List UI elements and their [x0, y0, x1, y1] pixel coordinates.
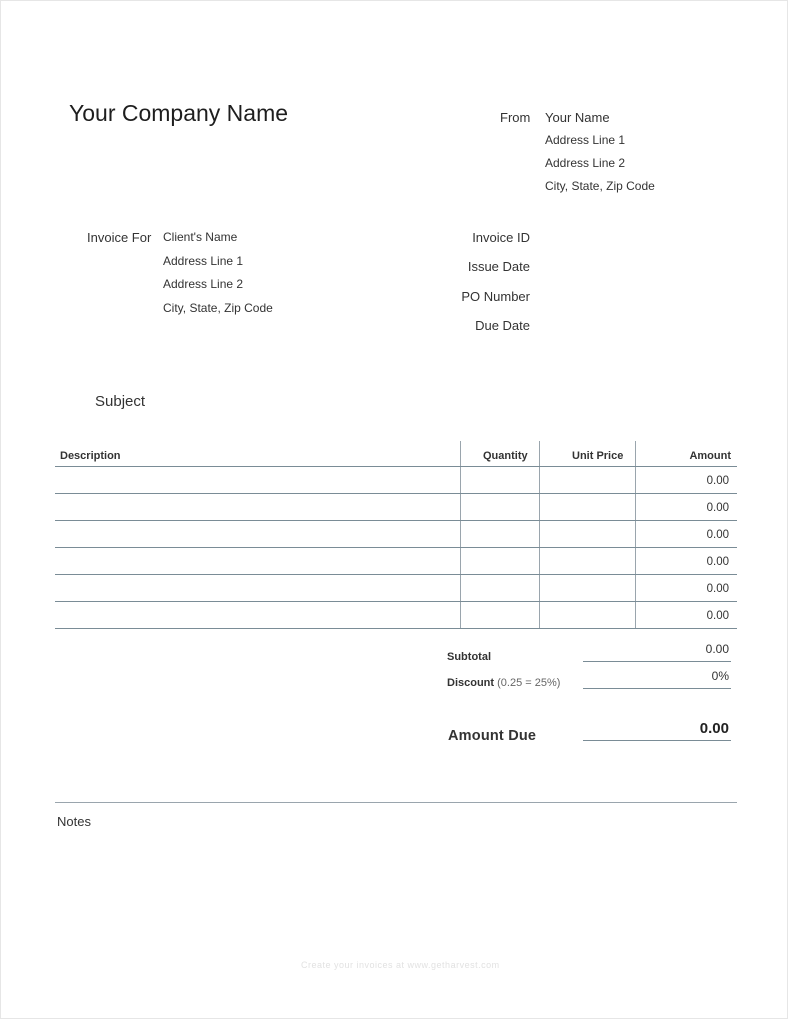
table-row: [55, 494, 737, 521]
row-amount: 0.00: [706, 610, 729, 622]
footer-credit: Create your invoices at www.getharvest.com: [301, 960, 500, 970]
header-quantity: Quantity: [483, 450, 528, 462]
notes-divider: [55, 802, 737, 803]
table-header: [55, 441, 737, 467]
header-amount: Amount: [689, 450, 731, 462]
row-amount: 0.00: [706, 583, 729, 595]
discount-label-text: Discount: [447, 677, 495, 689]
po-number-label: PO Number: [461, 289, 530, 304]
client-name: Client's Name: [163, 230, 238, 244]
row-amount: 0.00: [706, 529, 729, 541]
from-address-line-1: Address Line 1: [545, 133, 626, 147]
invoice-id-label: Invoice ID: [472, 230, 530, 245]
discount-label: [447, 677, 560, 689]
issue-date-label: Issue Date: [467, 259, 530, 274]
subject-label: Subject: [95, 393, 146, 410]
discount-value: 0%: [711, 669, 729, 683]
discount-note: (0.25 = 25%): [497, 677, 561, 689]
client-address-line-2: Address Line 2: [163, 277, 244, 291]
subtotal-value: 0.00: [705, 642, 729, 656]
row-amount: 0.00: [706, 502, 729, 514]
header-description: Description: [60, 450, 121, 462]
client-address-line-1: Address Line 1: [163, 254, 244, 268]
notes-label: Notes: [57, 814, 91, 829]
table-row: [55, 575, 737, 602]
amount-due-value: 0.00: [699, 720, 729, 737]
table-row: [55, 467, 737, 494]
from-name: Your Name: [545, 110, 610, 125]
from-address-line-2: Address Line 2: [545, 156, 626, 170]
from-city-state-zip: City, State, Zip Code: [545, 179, 655, 193]
table-row: [55, 521, 737, 548]
subtotal-underline: [583, 661, 731, 662]
amount-due-label: Amount Due: [448, 728, 537, 744]
subtotal-label: Subtotal: [447, 651, 491, 663]
client-city-state-zip: City, State, Zip Code: [163, 301, 273, 315]
row-amount: 0.00: [706, 556, 729, 568]
table-row: [55, 548, 737, 575]
table-row: [55, 602, 737, 629]
due-date-label: Due Date: [475, 318, 530, 333]
company-name: Your Company Name: [69, 100, 289, 126]
amount-due-underline: [583, 740, 731, 741]
invoice-for-label: Invoice For: [87, 230, 152, 245]
header-unit-price: Unit Price: [572, 450, 624, 462]
row-amount: 0.00: [706, 475, 729, 487]
from-label: From: [500, 110, 531, 125]
line-items-table: [55, 441, 737, 629]
discount-underline: [583, 688, 731, 689]
